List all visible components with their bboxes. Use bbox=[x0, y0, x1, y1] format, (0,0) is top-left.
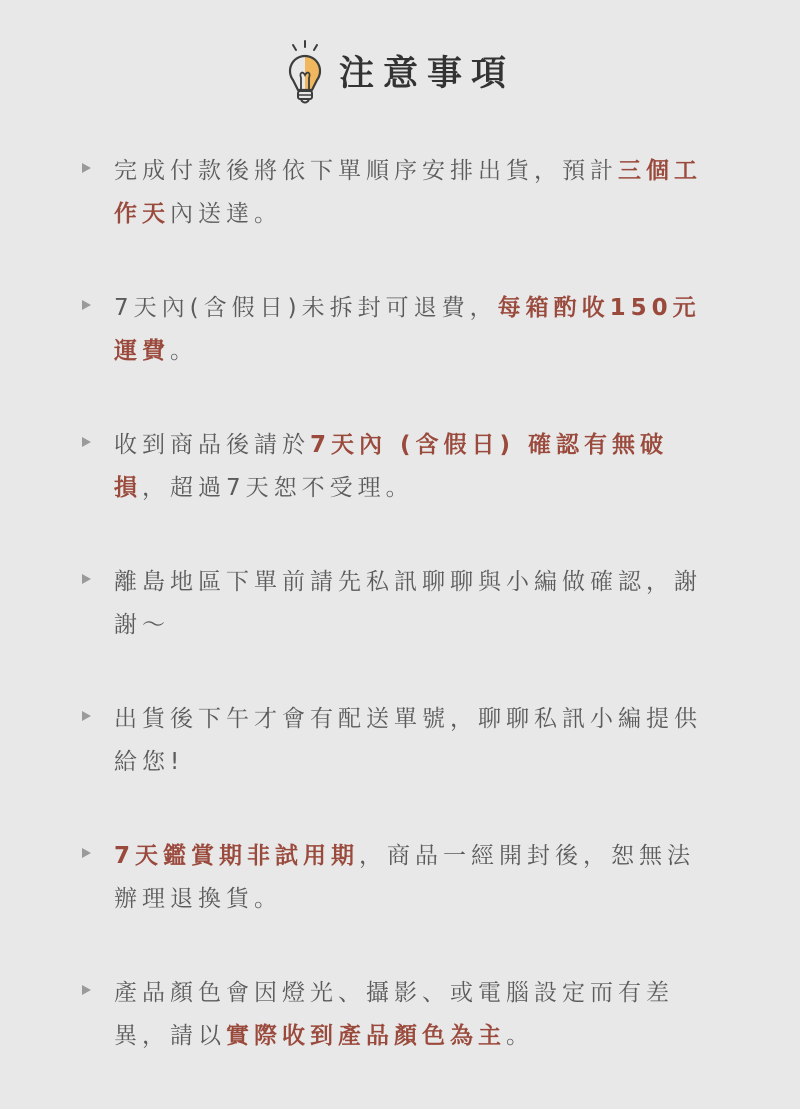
triangle-bullet-icon bbox=[82, 437, 91, 447]
list-item bbox=[82, 150, 722, 236]
page-header bbox=[0, 38, 800, 110]
triangle-bullet-icon bbox=[82, 711, 91, 721]
emphasis-text: 每箱酌收150元運費 bbox=[114, 295, 701, 364]
triangle-bullet-icon bbox=[82, 300, 91, 310]
note-segment: 收到商品後請於 bbox=[114, 432, 310, 458]
note-text bbox=[114, 561, 722, 647]
note-text bbox=[114, 287, 722, 373]
note-segment: ，商品一經開封後，恕無法辦理退換貨。 bbox=[114, 843, 696, 912]
note-segment: ，超過7天恕不受理。 bbox=[142, 475, 414, 501]
list-item bbox=[82, 972, 722, 1058]
note-segment: 。 bbox=[506, 1023, 534, 1049]
list-item bbox=[82, 287, 722, 373]
note-segment: 7天內(含假日)未拆封可退費， bbox=[114, 295, 498, 321]
note-segment: 。 bbox=[170, 338, 198, 364]
list-item bbox=[82, 561, 722, 647]
lightbulb-icon bbox=[285, 38, 325, 110]
note-segment: 出貨後下午才會有配送單號，聊聊私訊小編提供給您! bbox=[114, 706, 702, 775]
triangle-bullet-icon bbox=[82, 848, 91, 858]
page-title: 注意事項 bbox=[338, 53, 515, 94]
note-text bbox=[114, 972, 722, 1058]
list-item bbox=[82, 698, 722, 784]
triangle-bullet-icon bbox=[82, 163, 91, 173]
note-segment: 產品顏色會因燈光、攝影、或電腦設定而有差異，請以 bbox=[114, 980, 674, 1049]
emphasis-text: 7天鑑賞期非試用期 bbox=[114, 843, 360, 869]
emphasis-text: 實際收到產品顏色為主 bbox=[226, 1023, 506, 1049]
list-item bbox=[82, 424, 722, 510]
note-segment: 完成付款後將依下單順序安排出貨，預計 bbox=[114, 158, 618, 184]
triangle-bullet-icon bbox=[82, 574, 91, 584]
notes-list bbox=[82, 150, 722, 1109]
note-segment: 內送達。 bbox=[170, 201, 282, 227]
list-item bbox=[82, 835, 722, 921]
emphasis-text: 三個工作天 bbox=[114, 158, 702, 227]
note-text bbox=[114, 698, 722, 784]
note-segment: 離島地區下單前請先私訊聊聊與小編做確認，謝謝～ bbox=[114, 569, 702, 638]
triangle-bullet-icon bbox=[82, 985, 91, 995]
note-text bbox=[114, 424, 722, 510]
emphasis-text: 7天內 (含假日) 確認有無破損 bbox=[114, 432, 669, 501]
note-text bbox=[114, 835, 722, 921]
note-text bbox=[114, 150, 722, 236]
